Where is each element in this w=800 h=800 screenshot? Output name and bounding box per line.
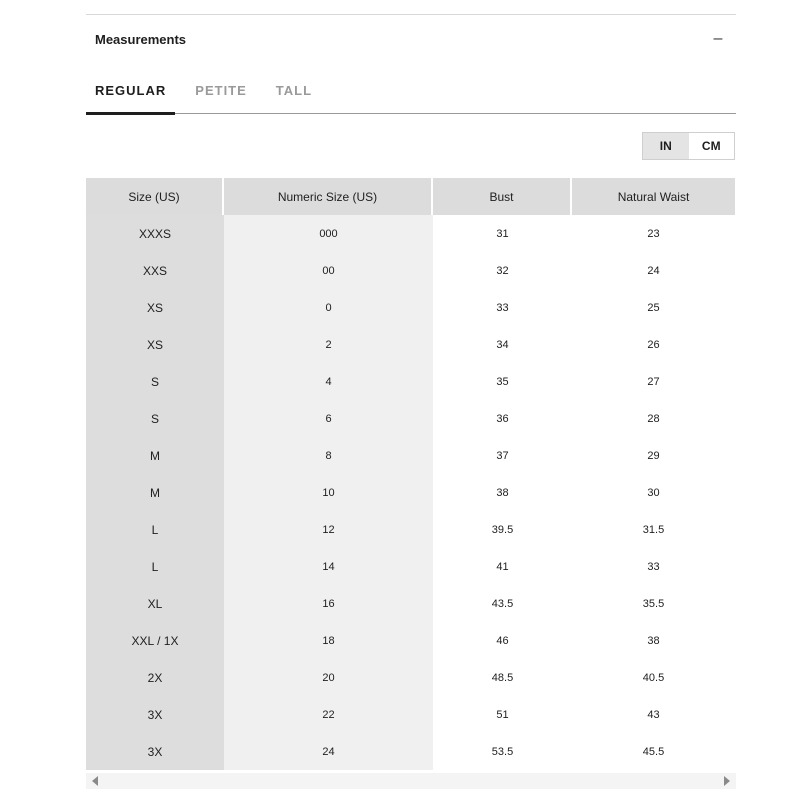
table-row xyxy=(86,363,735,400)
cell-size-us: XXL / 1X xyxy=(86,622,224,659)
table-row xyxy=(86,215,735,252)
cell-bust: 36 xyxy=(433,400,572,437)
cell-size-us: M xyxy=(86,437,224,474)
cell-natural-waist: 45.5 xyxy=(572,733,735,770)
cell-natural-waist: 43 xyxy=(572,696,735,733)
cell-bust: 48.5 xyxy=(433,659,572,696)
cell-size-us: L xyxy=(86,511,224,548)
cell-natural-waist: 26 xyxy=(572,326,735,363)
tab-petite[interactable]: PETITE xyxy=(195,83,247,98)
cell-bust: 41 xyxy=(433,548,572,585)
table-row xyxy=(86,289,735,326)
cell-numeric-size: 24 xyxy=(224,733,433,770)
cell-bust: 43.5 xyxy=(433,585,572,622)
cell-bust: 46 xyxy=(433,622,572,659)
tab-regular[interactable]: REGULAR xyxy=(86,68,175,113)
cell-natural-waist: 27 xyxy=(572,363,735,400)
header-natural-waist: Natural Waist xyxy=(572,178,735,215)
cell-bust: 34 xyxy=(433,326,572,363)
unit-in-button[interactable]: IN xyxy=(643,133,689,159)
cell-numeric-size: 6 xyxy=(224,400,433,437)
cell-numeric-size: 18 xyxy=(224,622,433,659)
table-row xyxy=(86,511,735,548)
cell-size-us: 3X xyxy=(86,733,224,770)
collapse-icon[interactable]: – xyxy=(713,30,723,47)
cell-natural-waist: 35.5 xyxy=(572,585,735,622)
cell-natural-waist: 28 xyxy=(572,400,735,437)
tab-tall[interactable]: TALL xyxy=(275,83,313,98)
cell-numeric-size: 2 xyxy=(224,326,433,363)
cell-bust: 32 xyxy=(433,252,572,289)
cell-natural-waist: 30 xyxy=(572,474,735,511)
cell-natural-waist: 31.5 xyxy=(572,511,735,548)
cell-numeric-size: 000 xyxy=(224,215,433,252)
cell-bust: 38 xyxy=(433,474,572,511)
header-size-us: Size (US) xyxy=(86,178,224,215)
cell-size-us: S xyxy=(86,400,224,437)
cell-size-us: 2X xyxy=(86,659,224,696)
table-row xyxy=(86,252,735,289)
header-bust: Bust xyxy=(433,178,572,215)
cell-numeric-size: 14 xyxy=(224,548,433,585)
cell-bust: 37 xyxy=(433,437,572,474)
cell-size-us: L xyxy=(86,548,224,585)
cell-natural-waist: 33 xyxy=(572,548,735,585)
table-row xyxy=(86,437,735,474)
cell-numeric-size: 10 xyxy=(224,474,433,511)
unit-toggle xyxy=(642,132,735,160)
table-header-row xyxy=(86,178,735,215)
cell-numeric-size: 20 xyxy=(224,659,433,696)
cell-size-us: XL xyxy=(86,585,224,622)
cell-size-us: XXXS xyxy=(86,215,224,252)
table-row xyxy=(86,474,735,511)
cell-natural-waist: 25 xyxy=(572,289,735,326)
cell-natural-waist: 24 xyxy=(572,252,735,289)
cell-natural-waist: 40.5 xyxy=(572,659,735,696)
table-row xyxy=(86,548,735,585)
cell-numeric-size: 4 xyxy=(224,363,433,400)
cell-bust: 51 xyxy=(433,696,572,733)
cell-bust: 35 xyxy=(433,363,572,400)
cell-numeric-size: 8 xyxy=(224,437,433,474)
accordion-title: Measurements xyxy=(95,31,187,47)
cell-size-us: XS xyxy=(86,289,224,326)
table-row xyxy=(86,585,735,622)
fit-tabs xyxy=(86,68,736,114)
cell-size-us: XXS xyxy=(86,252,224,289)
cell-size-us: XS xyxy=(86,326,224,363)
size-table-container[interactable] xyxy=(86,178,736,772)
cell-size-us: M xyxy=(86,474,224,511)
table-row xyxy=(86,400,735,437)
divider xyxy=(86,14,736,15)
horizontal-scrollbar[interactable] xyxy=(86,773,736,789)
unit-cm-button[interactable]: CM xyxy=(701,139,721,153)
cell-bust: 31 xyxy=(433,215,572,252)
header-numeric-size: Numeric Size (US) xyxy=(224,178,433,215)
chevron-left-icon[interactable] xyxy=(90,776,100,786)
table-row xyxy=(86,696,735,733)
cell-bust: 33 xyxy=(433,289,572,326)
cell-numeric-size: 16 xyxy=(224,585,433,622)
size-table xyxy=(86,178,735,770)
measurements-accordion-header[interactable] xyxy=(86,16,736,62)
size-chart-panel xyxy=(86,0,736,800)
table-body xyxy=(86,215,735,770)
cell-numeric-size: 0 xyxy=(224,289,433,326)
cell-natural-waist: 29 xyxy=(572,437,735,474)
cell-size-us: S xyxy=(86,363,224,400)
cell-bust: 53.5 xyxy=(433,733,572,770)
table-row xyxy=(86,622,735,659)
cell-bust: 39.5 xyxy=(433,511,572,548)
cell-numeric-size: 12 xyxy=(224,511,433,548)
cell-numeric-size: 22 xyxy=(224,696,433,733)
cell-natural-waist: 23 xyxy=(572,215,735,252)
chevron-right-icon[interactable] xyxy=(722,776,732,786)
table-row xyxy=(86,659,735,696)
cell-size-us: 3X xyxy=(86,696,224,733)
table-row xyxy=(86,733,735,770)
cell-numeric-size: 00 xyxy=(224,252,433,289)
cell-natural-waist: 38 xyxy=(572,622,735,659)
table-row xyxy=(86,326,735,363)
